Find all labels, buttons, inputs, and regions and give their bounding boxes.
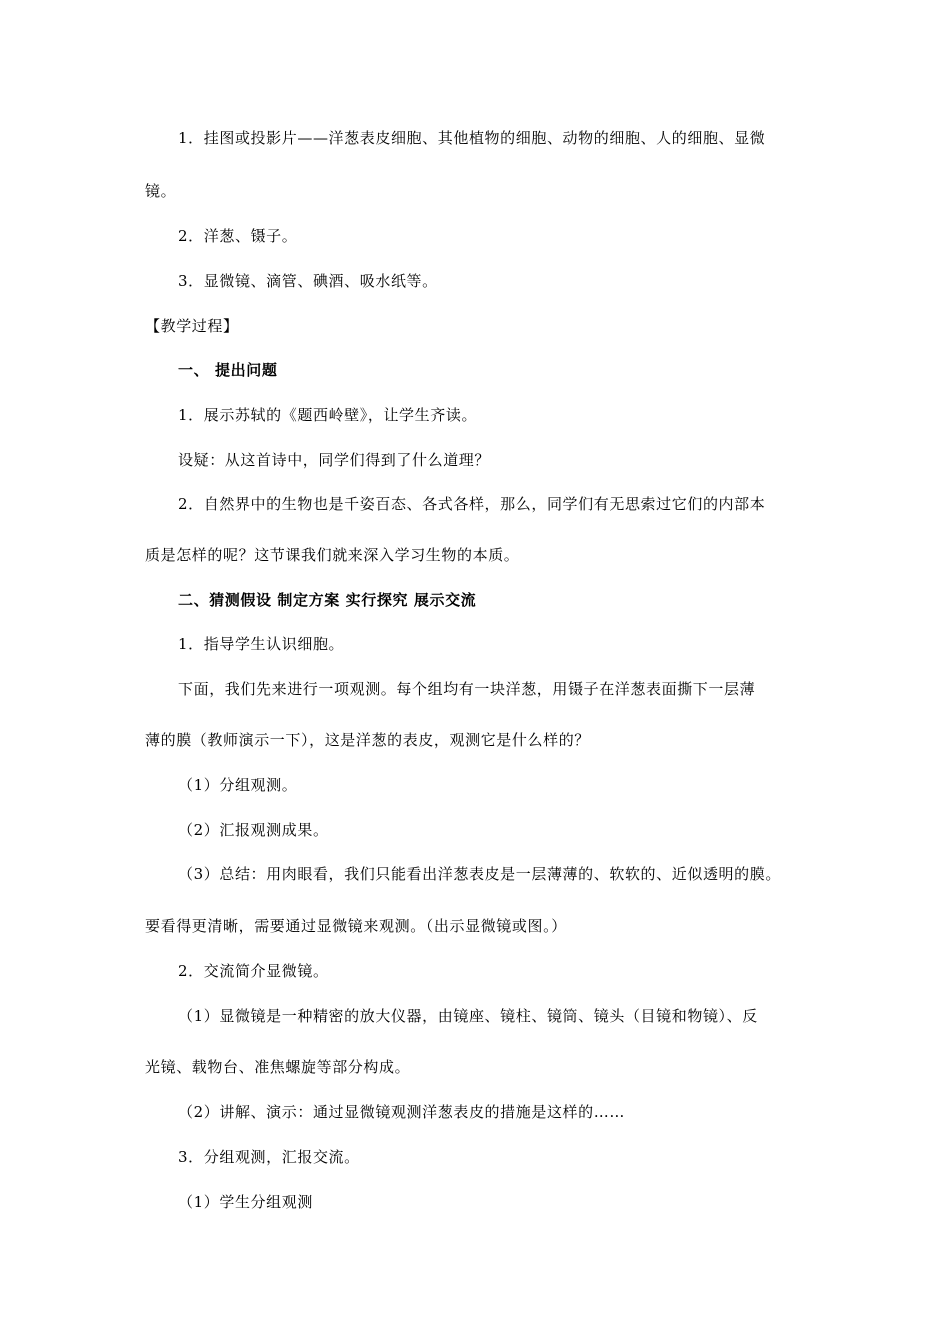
explore-step-1-sub-1: （1）分组观测。 <box>178 776 298 794</box>
materials-item-2: 2．洋葱、镊子。 <box>178 227 298 245</box>
explore-step-2: 2．交流简介显微镜。 <box>178 962 329 980</box>
explore-step-1-paragraph-continued: 薄的膜（教师演示一下），这是洋葱的表皮，观测它是什么样的？ <box>145 731 590 749</box>
heading-raise-question: 一、 提出问题 <box>178 361 278 379</box>
step-1-question: 设疑：从这首诗中，同学们得到了什么道理？ <box>178 451 491 469</box>
explore-step-1-paragraph: 下面，我们先来进行一项观测。每个组均有一块洋葱，用镊子在洋葱表面撕下一层薄 <box>178 680 756 698</box>
explore-step-3: 3．分组观测，汇报交流。 <box>178 1148 360 1166</box>
explore-step-1-sub-3-continued: 要看得更清晰，需要通过显微镜来观测。（出示显微镜或图。） <box>145 917 567 935</box>
explore-step-1-sub-3: （3）总结：用肉眼看，我们只能看出洋葱表皮是一层薄薄的、软软的、近似透明的膜。 <box>178 865 781 883</box>
explore-step-1-sub-2: （2）汇报观测成果。 <box>178 821 329 839</box>
explore-step-2-sub-1: （1）显微镜是一种精密的放大仪器，由镜座、镜柱、镜筒、镜头（目镜和物镜）、反 <box>178 1007 758 1025</box>
explore-step-3-sub-1: （1）学生分组观测 <box>178 1193 313 1211</box>
step-2-paragraph-continued: 质是怎样的呢？这节课我们就来深入学习生物的本质。 <box>145 546 520 564</box>
step-1-poem: 1．展示苏轼的《题西岭壁》，让学生齐读。 <box>178 406 478 424</box>
heading-explore: 二、猜测假设 制定方案 实行探究 展示交流 <box>178 591 477 609</box>
explore-step-2-sub-2: （2）讲解、演示：通过显微镜观测洋葱表皮的措施是这样的…… <box>178 1103 625 1121</box>
explore-step-2-sub-1-continued: 光镜、载物台、准焦螺旋等部分构成。 <box>145 1058 411 1076</box>
materials-item-1-continued: 镜。 <box>145 182 177 200</box>
materials-item-1: 1．挂图或投影片——洋葱表皮细胞、其他植物的细胞、动物的细胞、人的细胞、显微 <box>178 129 766 147</box>
section-title-teaching-process: 【教学过程】 <box>145 317 239 335</box>
explore-step-1: 1．指导学生认识细胞。 <box>178 635 345 653</box>
materials-item-3: 3．显微镜、滴管、碘酒、吸水纸等。 <box>178 272 438 290</box>
step-2-paragraph: 2．自然界中的生物也是千姿百态、各式各样，那么，同学们有无思索过它们的内部本 <box>178 495 766 513</box>
